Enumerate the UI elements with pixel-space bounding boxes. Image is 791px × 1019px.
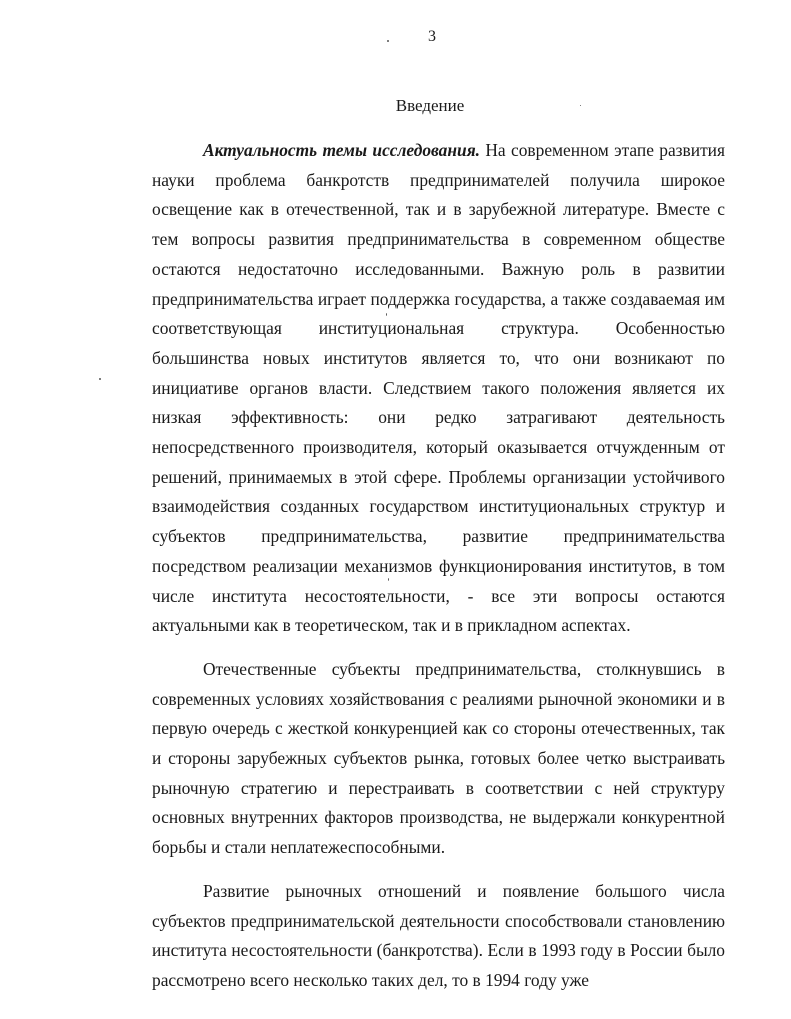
scan-speck [580, 105, 581, 106]
paragraph-text: Отечественные субъекты предпринимательства, столкнувшись в современных условиях хозяйствования с реалиями рыночной экономики и в первую очередь с жесткой конкуренцией как со стороны отечественных, так и стороны зарубежных субъектов рынка, готовых более четко выстраивать рыночную стратегию и перестраивать в соответствии с ней структуру основных внутренних факторов производства, не выдержали конкурентной борьбы и стали неплатежеспособными. [152, 658, 725, 858]
scan-speck [387, 40, 389, 42]
body-text [152, 136, 725, 996]
page-number: 3 [428, 28, 436, 45]
section-heading: Введение [395, 96, 465, 115]
scan-speck [388, 578, 389, 581]
paragraph-text: Развитие рыночных отношений и появление большого числа субъектов предпринимательской деятельности способствовали становлению института несостоятельности (банкротства). Если в 1993 году в России было рассмотрено всего несколько таких дел, то в 1994 году уже [152, 880, 725, 990]
paragraph-text: На современном этапе развития науки проблема банкротств предпринимателей получила широкое освещение как в отечественной, так и в зарубежной литературе. Вместе с тем вопросы развития предпринимательства в современном обществе остаются недостаточно исследованными. Важную роль в развитии предпринимательства играет поддержка государства, а также создаваемая им соответствующая институциональная структура. Особенностью большинства новых институтов является то, что они возникают по инициативе органов власти. Следствием такого положения является их низкая эффективность: они редко затрагивают деятельность непосредственного производителя, который оказывается отчужденным от решений, принимаемых в этой сфере. Проблемы организации устойчивого взаимодействия созданных государством институциональных структур и субъектов предпринимательства, развитие предпринимательства посредством реализации механизмов функционирования институтов, в том числе института несостоятельности, - все эти вопросы остаются актуальными как в теоретическом, так и в прикладном аспектах. [152, 140, 725, 636]
scan-speck [99, 378, 101, 380]
paragraph-market-development [152, 877, 725, 996]
scan-speck [386, 313, 387, 316]
paragraph-domestic-entrepreneurs [152, 655, 725, 863]
paragraph-lead: Актуальность темы исследования. [203, 140, 481, 160]
paragraph-relevance [152, 136, 725, 641]
